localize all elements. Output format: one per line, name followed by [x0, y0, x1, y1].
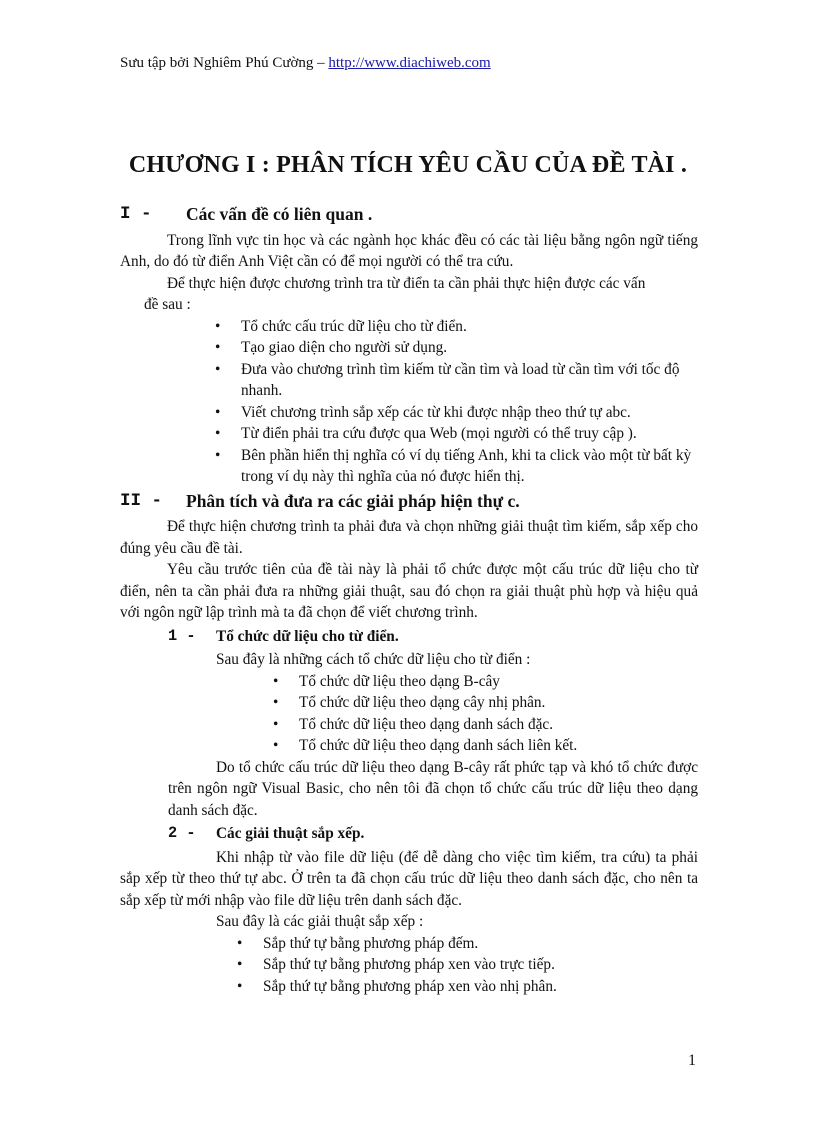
list-item: • Tổ chức dữ liệu theo dạng B-cây: [299, 671, 698, 693]
subsection-2-title: Các giải thuật sắp xếp.: [216, 825, 365, 842]
list-item: • Sắp thứ tự bằng phương pháp xen vào nhị phân.: [263, 976, 698, 998]
page-header: [120, 55, 491, 72]
list-item: • Tạo giao diện cho người sử dụng.: [241, 337, 698, 359]
list-item: • Tổ chức dữ liệu theo dạng danh sách đặc.: [299, 714, 698, 736]
list-item: • Viết chương trình sắp xếp các từ khi được nhập theo thứ tự abc.: [241, 402, 698, 424]
section-1-paragraph-2b: đề sau :: [144, 296, 191, 313]
subsection-2-heading: [168, 823, 698, 845]
subsection-1-heading: [168, 626, 698, 648]
section-2-title: Phân tích và đưa ra các giải pháp hiện thự c.: [186, 490, 520, 511]
section-1-bullet-list: [241, 316, 698, 488]
subsection-1-number: 1 -: [168, 626, 196, 645]
subsection-2-paragraph-1: Khi nhập từ vào file dữ liệu (để dễ dàng cho việc tìm kiếm, tra cứu) ta phải sắp xếp từ theo thứ tự abc. Ở trên ta đã chọn cấu trúc dữ liệu theo danh sách đặc, cho nên ta sắp xếp từ mới nhập vào file dữ liệu trên danh sách đặc.: [120, 848, 698, 909]
list-item: • Sắp thứ tự bằng phương pháp đếm.: [263, 933, 698, 955]
subsection-1-title: Tổ chức dữ liệu cho từ điển.: [216, 627, 399, 645]
subsection-2-bullet-list: [263, 933, 698, 998]
list-item: • Đưa vào chương trình tìm kiếm từ cần tìm và load từ cần tìm với tốc độ nhanh.: [241, 359, 698, 402]
subsection-2-intro: Sau đây là các giải thuật sắp xếp :: [216, 913, 424, 930]
list-item: • Tổ chức dữ liệu theo dạng cây nhị phân.: [299, 692, 698, 714]
chapter-title: CHƯƠNG I : PHÂN TÍCH YÊU CẦU CỦA ĐỀ TÀI .: [128, 152, 688, 178]
list-item: • Bên phần hiển thị nghĩa có ví dụ tiếng Anh, khi ta click vào một từ bất kỳ trong ví dụ này thì nghĩa của nó được hiển thị.: [241, 445, 698, 488]
section-1-number: I -: [120, 204, 152, 224]
section-2-paragraph-1: Để thực hiện chương trình ta phải đưa và chọn những giải thuật tìm kiếm, sắp xếp cho đúng yêu cầu đề tài.: [120, 518, 698, 557]
section-1-paragraph-2a: Để thực hiện được chương trình tra từ điển ta cần phải thực hiện được các vấn: [167, 274, 646, 292]
list-item: • Sắp thứ tự bằng phương pháp xen vào trực tiếp.: [263, 954, 698, 976]
list-item: • Từ điển phải tra cứu được qua Web (mọi người có thể truy cập ).: [241, 423, 698, 445]
page-number: 1: [688, 1052, 696, 1069]
subsection-1-bullet-list: [299, 671, 698, 757]
list-item: • Tổ chức dữ liệu theo dạng danh sách liên kết.: [299, 735, 698, 757]
subsection-1-intro: Sau đây là những cách tổ chức dữ liệu cho từ điển :: [216, 651, 531, 668]
header-credit: Sưu tập bởi Nghiêm Phú Cường –: [120, 55, 329, 71]
document-body: [120, 204, 698, 997]
section-1-heading: [120, 204, 698, 226]
section-2-heading: [120, 491, 698, 513]
section-2-number: II -: [120, 490, 163, 511]
list-item: • Tổ chức cấu trúc dữ liệu cho từ điển.: [241, 316, 698, 338]
header-link[interactable]: http://www.diachiweb.com: [328, 55, 491, 71]
section-2-paragraph-2: Yêu cầu trước tiên của đề tài này là phải tổ chức được một cấu trúc dữ liệu cho từ điển, nên ta cần phải đưa ra những giải thuật, sau đó chọn ra giải thuật phù hợp và hiệu quả với ngôn ngữ lập trình mà ta đã chọn để viết chương trình.: [120, 561, 698, 621]
section-1-paragraph-1: Trong lĩnh vực tin học và các ngành học khác đều có các tài liệu bằng ngôn ngữ tiếng Anh, do đó từ điển Anh Việt cần có để mọi người có thể tra cứu.: [120, 231, 698, 270]
subsection-1-conclusion: Do tổ chức cấu trúc dữ liệu theo dạng B-cây rất phức tạp và khó tổ chức được trên ngôn ngữ Visual Basic, cho nên tôi đã chọn tổ chức cấu trúc dữ liệu theo dạng danh sách đặc.: [168, 758, 698, 819]
subsection-2-number: 2 -: [168, 824, 196, 842]
section-1-title: Các vấn đề có liên quan .: [186, 204, 373, 224]
